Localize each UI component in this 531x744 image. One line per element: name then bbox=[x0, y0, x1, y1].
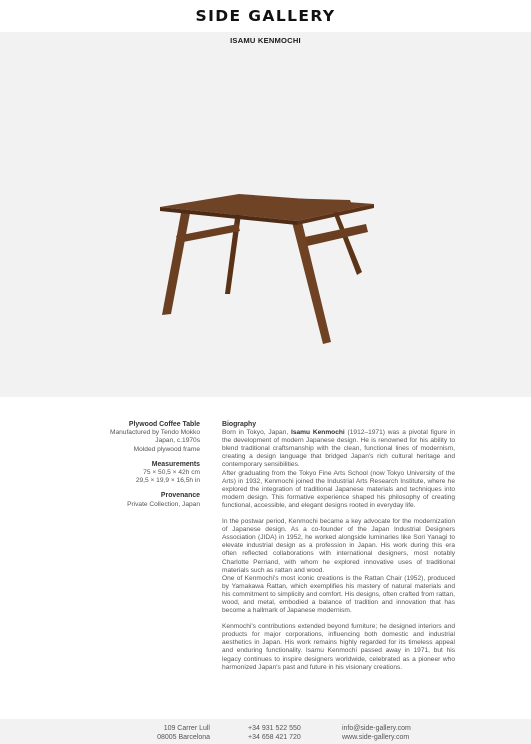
biography-paragraph: One of Kenmochi's most iconic creations is the Rattan Chair (1952), produced by Yamakawa Rattan, which exemplifies his mastery of natural materials and his commitment to simplicity and comfort. His designs, often crafted from rattan, wood, and metal, embodied a balance of tradition and innovation that has become a hallmark of Japanese modernism. bbox=[222, 574, 455, 615]
phone-1[interactable]: +34 931 522 550 bbox=[248, 725, 301, 732]
artist-name-bold: Isamu Kenmochi bbox=[291, 429, 345, 437]
page-footer bbox=[0, 719, 531, 744]
biography-paragraph: After graduating from the Tokyo Fine Arts School (now Tokyo University of the Arts) in 1932, Kenmochi joined the Industrial Arts Research Institute, where he explored the integration of traditional Japanese materials and techniques into modern design. This formative experience shaped his philosophy of creating functional, accessible, and elegant designs rooted in everyday life. bbox=[222, 469, 455, 509]
product-details bbox=[60, 421, 200, 509]
biography-paragraph: Kenmochi's contributions extended beyond furniture; he designed interiors and products for major corporations, influencing both domestic and industrial aesthetics in Japan. His work remains highly regarded for its timeless appeal and enduring functionality. Isamu Kenmochi passed away in 1971, but his legacy continues to inspire designers worldwide, celebrated as a pioneer who harmonized Japan's past and future in his visionary creations. bbox=[222, 623, 455, 671]
website-link[interactable]: www.side-gallery.com bbox=[342, 734, 410, 741]
footer-phones bbox=[248, 724, 318, 742]
measurements-heading: Measurements bbox=[151, 460, 200, 468]
material: Molded plywood frame bbox=[133, 445, 200, 453]
origin: Japan, c.1970s bbox=[155, 437, 200, 445]
coffee-table-image bbox=[0, 32, 531, 397]
email-link[interactable]: info@side-gallery.com bbox=[342, 725, 411, 732]
product-photo bbox=[0, 32, 531, 397]
dimensions-in: 29,5 × 19,9 × 16,5h in bbox=[135, 477, 200, 485]
biography-heading: Biography bbox=[222, 421, 257, 428]
product-title: Plywood Coffee Table bbox=[128, 421, 200, 428]
artist-name: ISAMU KENMOCHI bbox=[230, 36, 301, 45]
phone-2[interactable]: +34 658 421 720 bbox=[248, 734, 301, 741]
biography bbox=[222, 421, 455, 672]
page-header bbox=[0, 0, 531, 32]
biography-paragraph: Born in Tokyo, Japan, Isamu Kenmochi (1912–1971) was a pivotal figure in the development of modern Japanese design. He is renowned for his ability to blend traditional craftsmanship with the clean, functional lines of modernism, creating a design language that bridged Japan's rich cultural heritage and contemporary sensibilities. bbox=[222, 429, 456, 469]
brand-logo: SIDE GALLERY bbox=[195, 7, 336, 25]
footer-address: 109 Carrer Lull 08005 Barcelona bbox=[157, 725, 210, 741]
provenance-heading: Provenance bbox=[160, 492, 200, 500]
biography-paragraph: In the postwar period, Kenmochi became a key advocate for the modernization of Japanese design. As a co-founder of the Japan Industrial Designers Association (JIDA) in 1952, he worked alongside luminaries like Sori Yanagi to elevate industrial design as a profession in Japan. His work during this era often reflected collaborations with international designers, most notably Charlotte Perriand, with whom he explored innovative uses of traditional materials such as rattan and wood. bbox=[222, 518, 455, 574]
dimensions-cm: 75 × 50,5 × 42h cm bbox=[143, 469, 200, 477]
provenance: Private Collection, Japan bbox=[127, 500, 200, 508]
manufacturer: Manufactured by Tendo Mokko bbox=[109, 429, 200, 437]
footer-contact bbox=[342, 724, 442, 742]
